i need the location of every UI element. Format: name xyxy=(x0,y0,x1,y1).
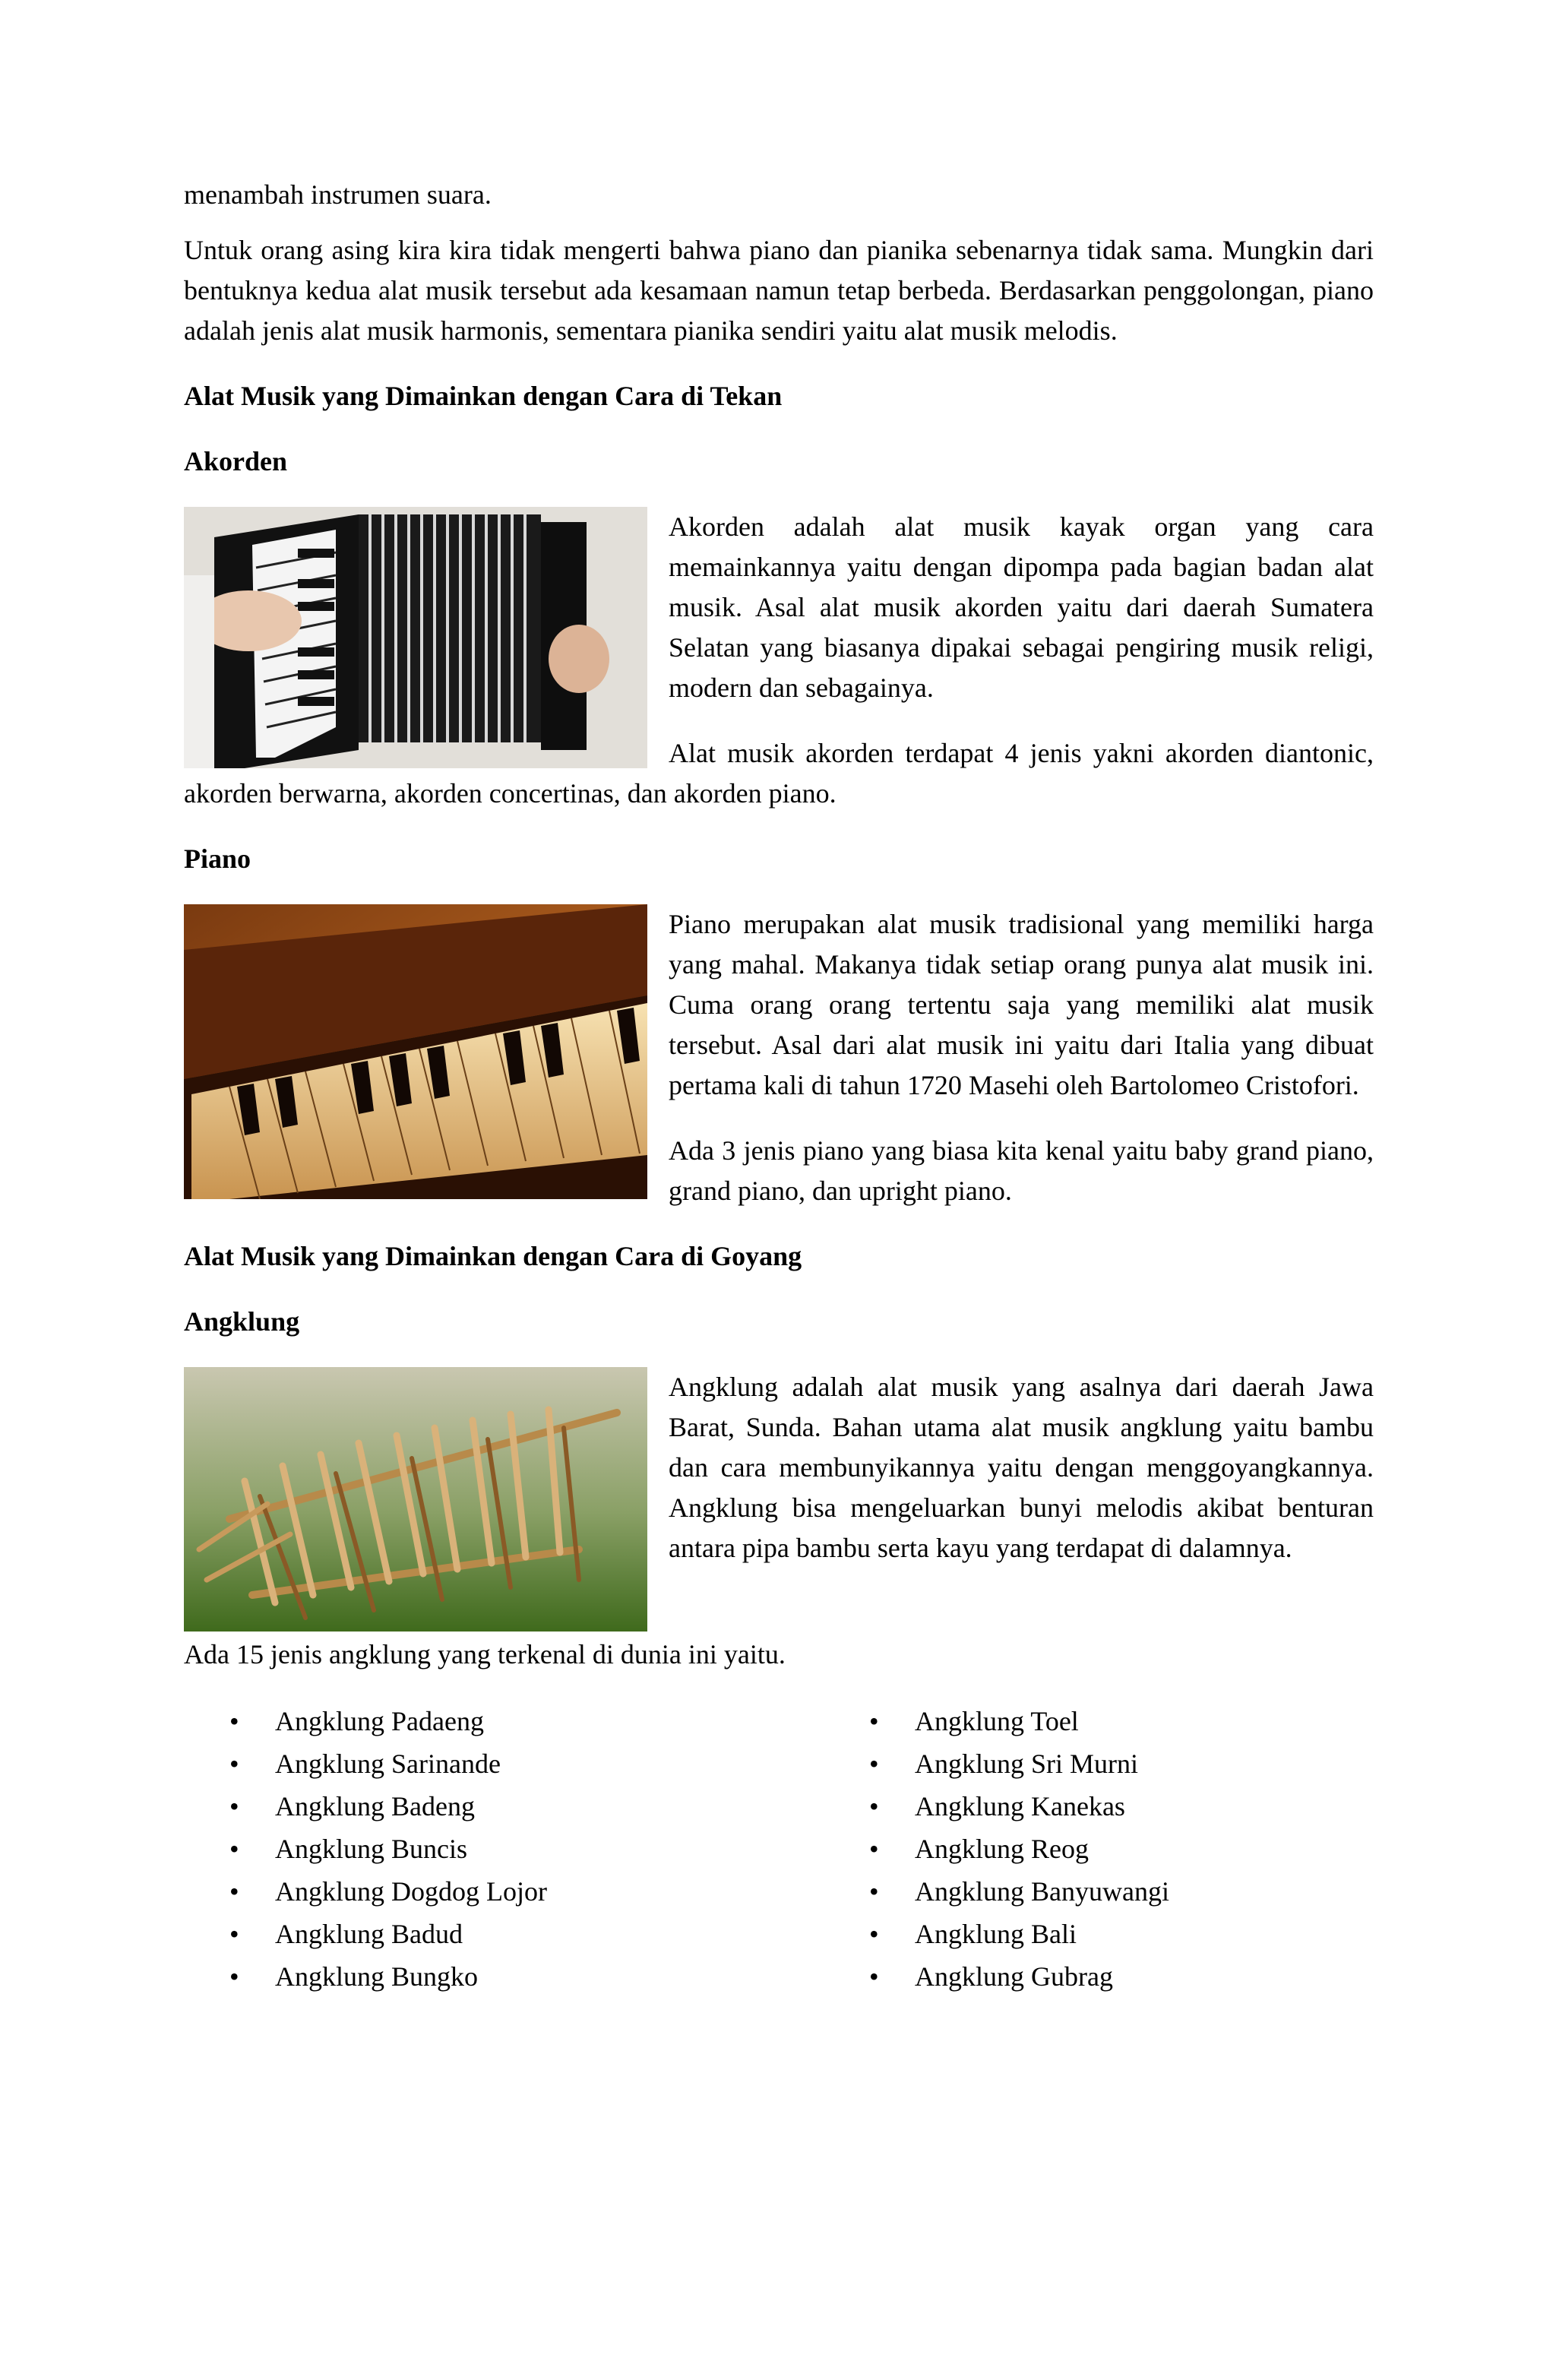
document-page xyxy=(184,175,1374,1998)
akorden-title: Akorden xyxy=(184,446,288,476)
list-item: • Angklung Bali xyxy=(824,1913,1169,1955)
list-item: • Angklung Dogdog Lojor xyxy=(184,1870,824,1913)
angklung-description: Angklung adalah alat musik yang asalnya dari daerah Jawa Barat, Sunda. Bahan utama alat musik angklung yaitu bambu dan cara membunyikannya yaitu dengan menggoyangkannya. Angklung bisa mengeluarkan bunyi melodis akibat benturan antara pipa bambu serta kayu yang terdapat di dalamnya. xyxy=(669,1372,1374,1563)
list-item: • Angklung Sarinande xyxy=(184,1742,824,1785)
intro-line: menambah instrumen suara. xyxy=(184,179,492,210)
angklung-list-left xyxy=(184,1700,824,1998)
angklung-list-right xyxy=(824,1700,1169,1998)
akorden-types: Alat musik akorden terdapat 4 jenis yakni akorden diantonic, akorden berwarna, akorden concertinas, dan akorden piano. xyxy=(184,738,1374,809)
angklung-block xyxy=(184,1367,1374,1675)
akorden-block xyxy=(184,507,1374,839)
list-item: • Angklung Reog xyxy=(824,1828,1169,1870)
akorden-description: Akorden adalah alat musik kayak organ yang cara memainkannya yaitu dengan dipompa pada bagian badan alat musik. Asal alat musik akorden yaitu dari daerah Sumatera Selatan yang biasanya dipakai sebagai pengiring musik religi, modern dan sebagainya. xyxy=(669,511,1374,703)
angklung-types-intro: Ada 15 jenis angklung yang terkenal di dunia ini yaitu. xyxy=(184,1639,786,1669)
list-item: • Angklung Badeng xyxy=(184,1785,824,1828)
intro-paragraph: Untuk orang asing kira kira tidak mengerti bahwa piano dan pianika sebenarnya tidak sama. Mungkin dari bentuknya kedua alat musik tersebut ada kesamaan namun tetap berbeda. Berdasarkan penggolongan, piano adalah jenis alat musik harmonis, sementara pianika sendiri yaitu alat musik melodis. xyxy=(184,235,1374,346)
list-item: • Angklung Padaeng xyxy=(184,1700,824,1742)
list-item: • Angklung Buncis xyxy=(184,1828,824,1870)
angklung-photo xyxy=(184,1367,647,1632)
angklung-lists xyxy=(184,1700,1374,1998)
piano-block xyxy=(184,904,1374,1236)
section-heading-goyang: Alat Musik yang Dimainkan dengan Cara di Goyang xyxy=(184,1241,802,1271)
list-item: • Angklung Toel xyxy=(824,1700,1169,1742)
angklung-title: Angklung xyxy=(184,1306,300,1337)
list-item: • Angklung Banyuwangi xyxy=(824,1870,1169,1913)
piano-types: Ada 3 jenis piano yang biasa kita kenal yaitu baby grand piano, grand piano, dan upright piano. xyxy=(669,1135,1374,1206)
list-item: • Angklung Badud xyxy=(184,1913,824,1955)
section-heading-tekan: Alat Musik yang Dimainkan dengan Cara di Tekan xyxy=(184,381,783,411)
accordion-photo xyxy=(184,507,647,768)
list-item: • Angklung Bungko xyxy=(184,1955,824,1998)
list-item: • Angklung Sri Murni xyxy=(824,1742,1169,1785)
piano-keys-photo xyxy=(184,904,647,1199)
piano-title: Piano xyxy=(184,843,251,874)
piano-description: Piano merupakan alat musik tradisional yang memiliki harga yang mahal. Makanya tidak setiap orang punya alat musik ini. Cuma orang orang tertentu saja yang memiliki alat musik tersebut. Asal dari alat musik ini yaitu dari Italia yang dibuat pertama kali di tahun 1720 Masehi oleh Bartolomeo Cristofori. xyxy=(669,909,1374,1100)
list-item: • Angklung Kanekas xyxy=(824,1785,1169,1828)
list-item: • Angklung Gubrag xyxy=(824,1955,1169,1998)
